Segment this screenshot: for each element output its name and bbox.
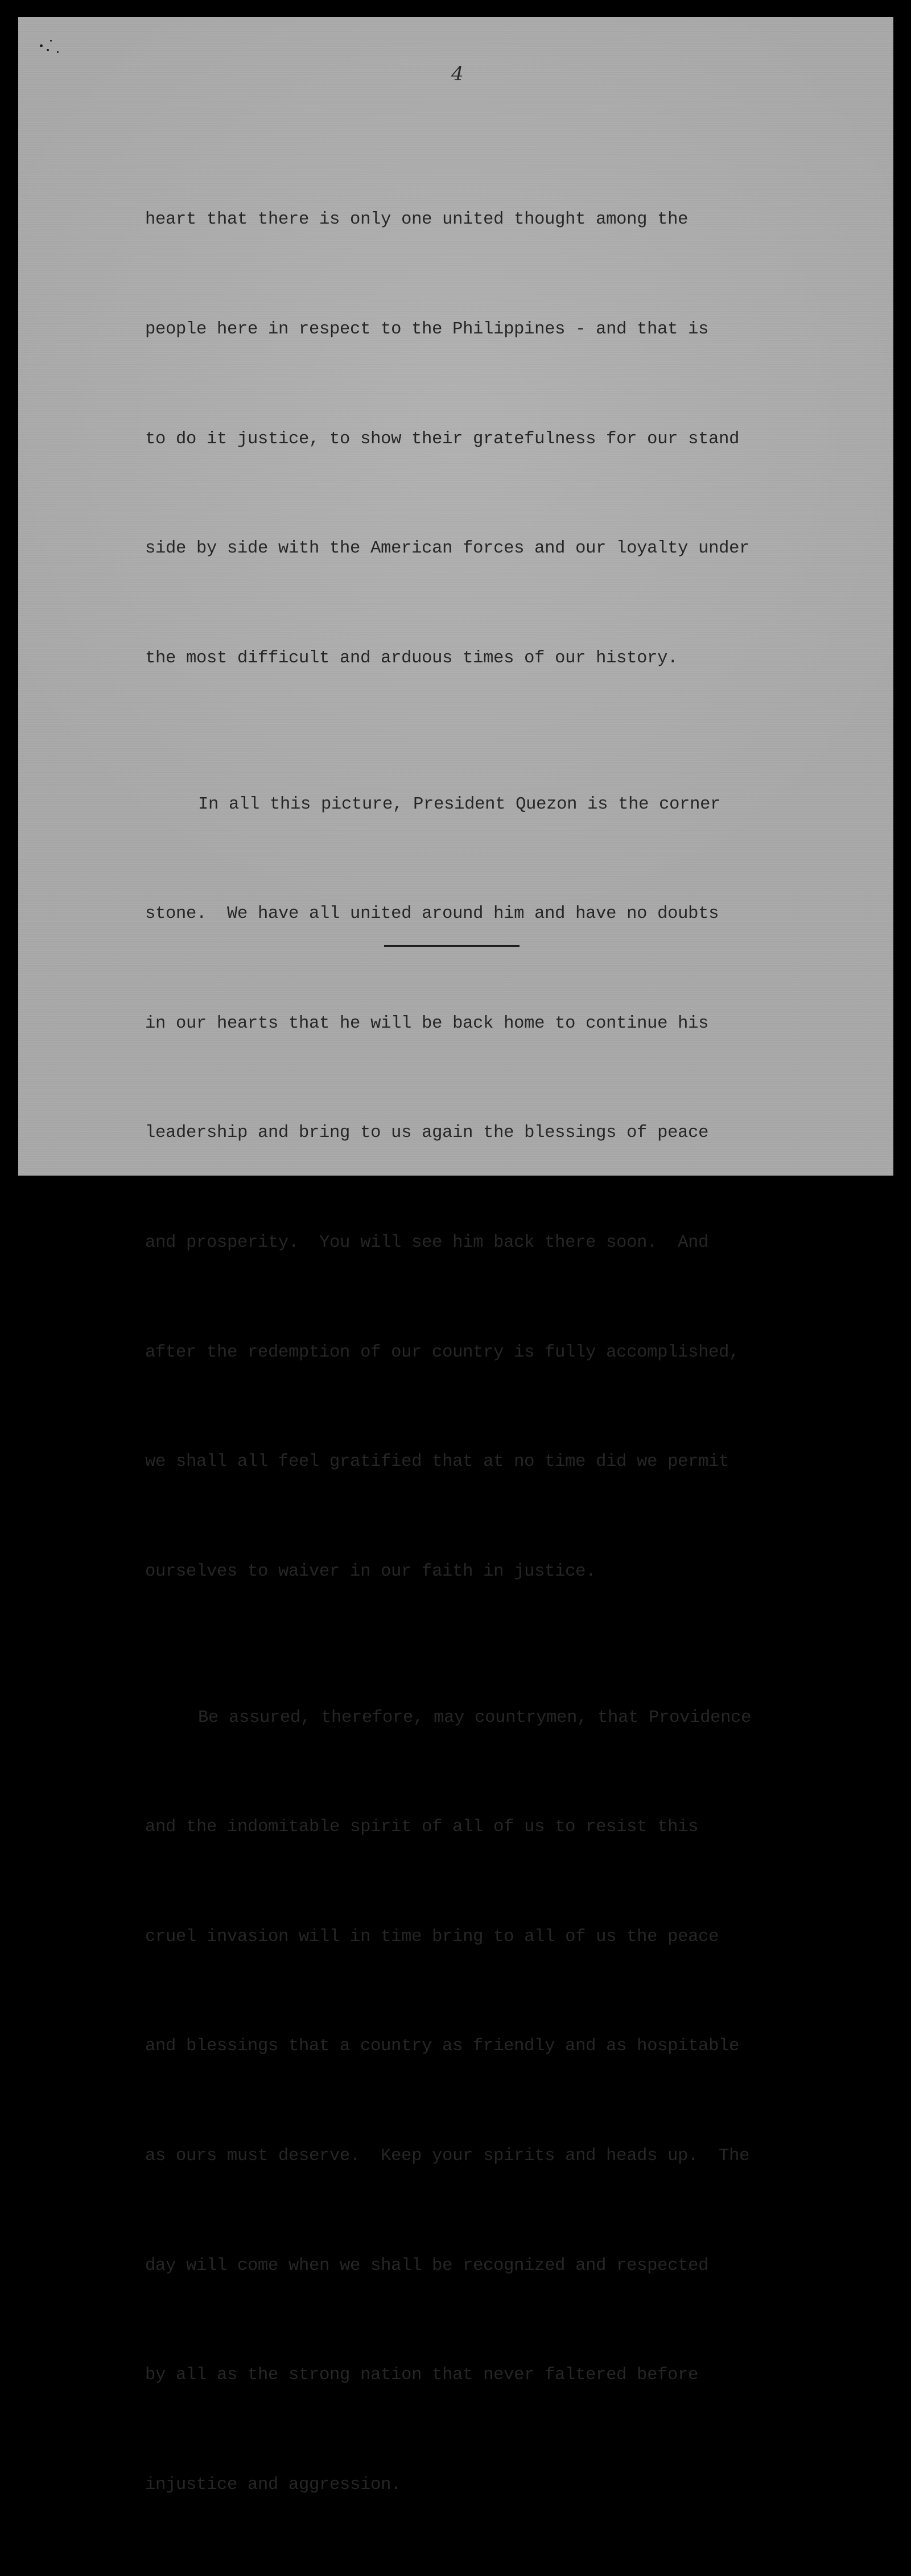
paragraph-1-line-1: heart that there is only one united thought among the [145, 210, 689, 230]
paragraph-1-line-4: side by side with the American forces and our loyalty under [145, 539, 750, 559]
paragraph-2-line-1: In all this picture, President Quezon is the corner [198, 794, 721, 814]
paragraph-1-line-2: people here in respect to the Philippines - and that is [145, 320, 709, 339]
paragraph-3-line-2: and the indomitable spirit of all of us to resist this [145, 1817, 699, 1837]
paragraph-1-line-3: to do it justice, to show their gratefulness for our stand [145, 429, 740, 449]
paragraph-3-line-5: as ours must deserve. Keep your spirits and heads up. The [145, 2146, 750, 2166]
paragraph-3-line-7: by all as the strong nation that never faltered before [145, 2365, 699, 2385]
paragraph-2-line-3: in our hearts that he will be back home to continue his [145, 1013, 709, 1033]
ink-speck [47, 49, 49, 51]
paragraph-3-line-8: injustice and aggression. [145, 2475, 402, 2495]
closing-rule [384, 945, 520, 947]
paragraph-3-line-3: cruel invasion will in time bring to all of us the peace [145, 1927, 719, 1947]
ink-speck [40, 44, 43, 47]
paragraph-3-line-6: day will come when we shall be recognized and respected [145, 2256, 709, 2276]
page-number: 4 [451, 63, 464, 85]
paragraph-2-line-6: after the redemption of our country is fully accomplished, [145, 1342, 740, 1362]
paragraph-3-line-1: Be assured, therefore, may countrymen, that Providence [198, 1708, 752, 1728]
ink-speck [57, 51, 59, 53]
paragraph-2-line-4: leadership and bring to us again the blessings of peace [145, 1123, 709, 1143]
paragraph-2-line-7: we shall all feel gratified that at no time did we permit [145, 1452, 729, 1472]
paragraph-2-line-5: and prosperity. You will see him back there soon. And [145, 1233, 709, 1252]
paragraph-3-line-4: and blessings that a country as friendly and as hospitable [145, 2037, 740, 2056]
typewritten-page [18, 17, 893, 2495]
paragraph-2-line-2: stone. We have all united around him and have no doubts [145, 904, 719, 924]
paragraph-1-line-5: the most difficult and arduous times of our history. [145, 648, 678, 668]
paragraph-2-line-8: ourselves to waiver in our faith in justice. [145, 1561, 596, 1581]
letter-body [145, 129, 828, 2576]
ink-speck [50, 40, 52, 42]
